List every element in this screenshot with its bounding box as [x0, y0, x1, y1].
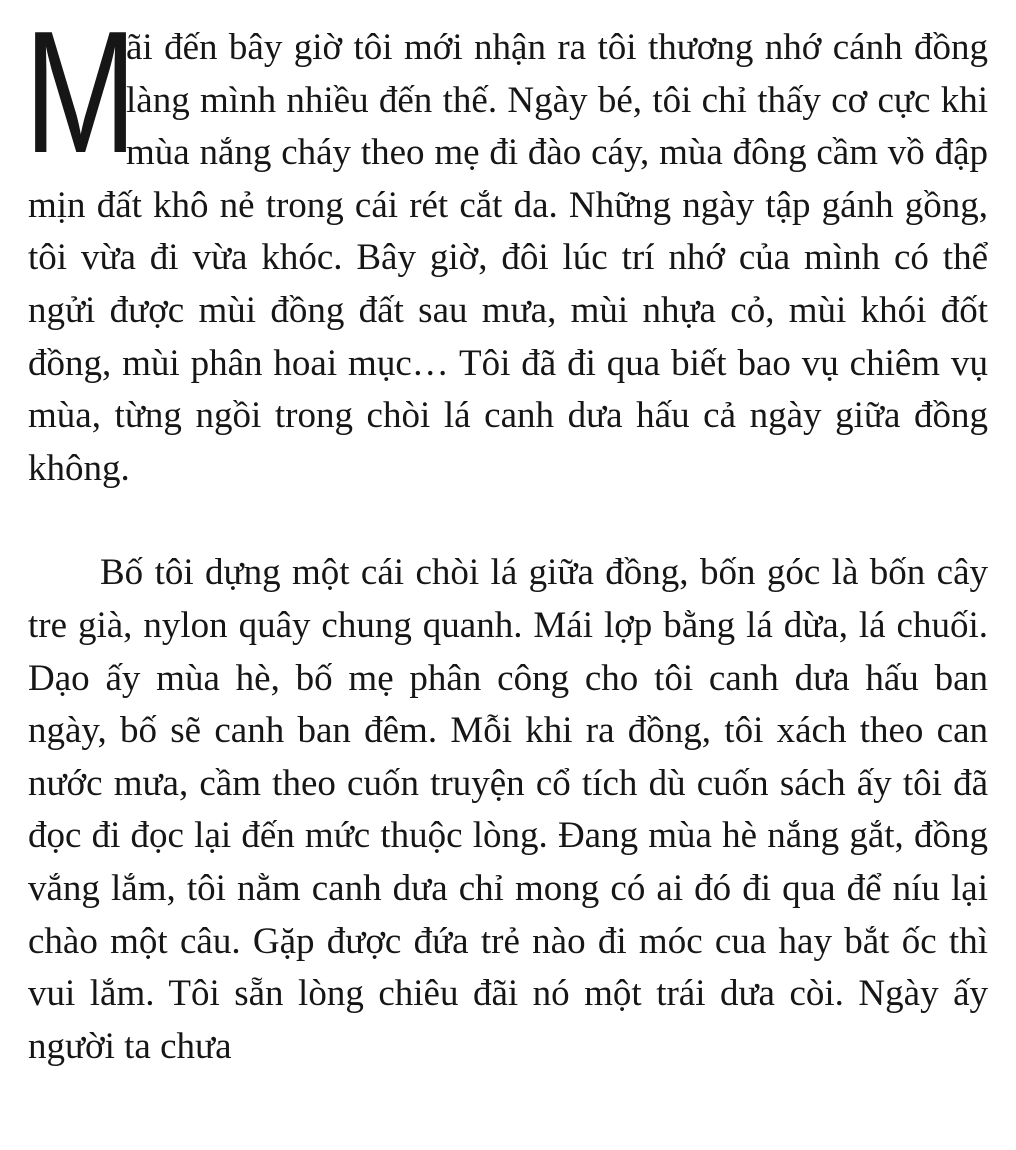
- paragraph-2-text: Bố tôi dựng một cái chòi lá giữa đồng, bốn góc là bốn cây tre già, nylon quây chung quanh. Mái lợp bằng lá dừa, lá chuối. Dạo ấy mùa hè, bố mẹ phân công cho tôi canh dưa hấu ban ngày, bố sẽ canh ban đêm. Mỗi khi ra đồng, tôi xách theo can nước mưa, cầm theo cuốn truyện cổ tích dù cuốn sách ấy tôi đã đọc đi đọc lại đến mức thuộc lòng. Đang mùa hè nắng gắt, đồng vắng lắm, tôi nằm canh dưa chỉ mong có ai đó đi qua để níu lại chào một câu. Gặp được đứa trẻ nào đi móc cua hay bắt ốc thì vui lắm. Tôi sẵn lòng chiêu đãi nó một trái dưa còi. Ngày ấy người ta chưa: [28, 552, 988, 1067]
- paragraph-2: [28, 547, 988, 1073]
- paragraph-1-text: ãi đến bây giờ tôi mới nhận ra tôi thương nhớ cánh đồng làng mình nhiều đến thế. Ngày bé, tôi chỉ thấy cơ cực khi mùa nắng cháy theo mẹ đi đào cáy, mùa đông cầm vồ đập mịn đất khô nẻ trong cái rét cắt da. Những ngày tập gánh gồng, tôi vừa đi vừa khóc. Bây giờ, đôi lúc trí nhớ của mình có thể ngửi được mùi đồng đất sau mưa, mùi nhựa cỏ, mùi khói đốt đồng, mùi phân hoai mục… Tôi đã đi qua biết bao vụ chiêm vụ mùa, từng ngồi trong chòi lá canh dưa hấu cả ngày giữa đồng không.: [28, 27, 988, 489]
- paragraph-1: [24, 0, 988, 495]
- drop-cap-letter: M: [24, 0, 138, 189]
- story-page: [24, 0, 988, 1073]
